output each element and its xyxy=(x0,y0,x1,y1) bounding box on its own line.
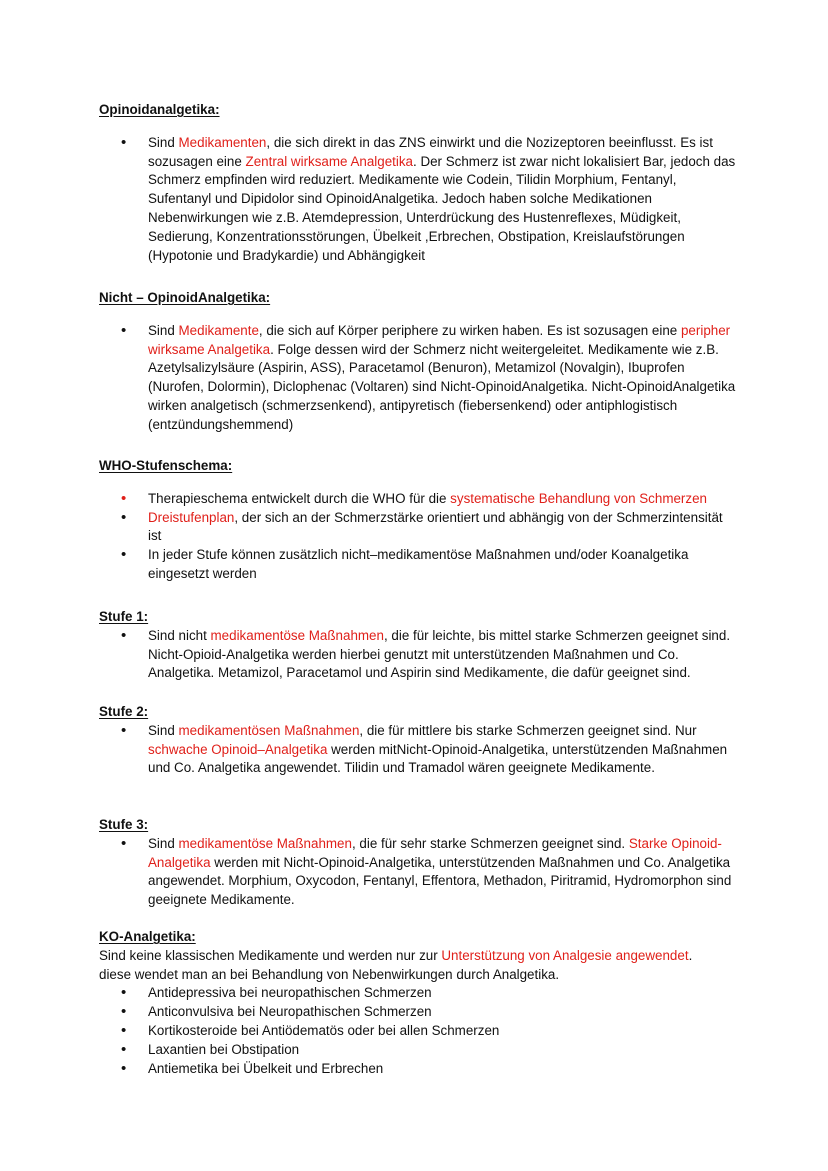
list-opioid xyxy=(99,134,739,266)
highlight-text: peripher wirksame Analgetika xyxy=(148,322,731,357)
highlight-text: medikamentösen Maßnahmen xyxy=(178,722,360,738)
section-stufe2 xyxy=(99,703,739,778)
list-item: • Dreistufenplan, der sich an der Schmerzstärke orientiert und abhängig von der Schmerzintensität ist xyxy=(121,508,723,544)
list-item: • Antiemetika bei Übelkeit und Erbrechen xyxy=(121,1059,384,1077)
section-stufe3 xyxy=(99,816,739,910)
section-stufe1 xyxy=(99,608,739,683)
section-opioid xyxy=(99,101,739,265)
list-item: • Laxantien bei Obstipation xyxy=(121,1040,300,1058)
list-item: • Antidepressiva bei neuropathischen Schmerzen xyxy=(121,984,432,1002)
highlight-text: Medikamente xyxy=(178,322,259,338)
list-item: • Sind medikamentösen Maßnahmen, die für mittlere bis starke Schmerzen geeignet sind. Nur schwache Opinoid–Analgetika werden mitNicht-Opinoid-Analgetika, unterstützenden Maßnahmen und Co. Analgetika angewendet. Tilidin und Tramadol wären geeignete Medikamente. xyxy=(121,721,728,776)
highlight-text: Starke Opinoid-Analgetika xyxy=(148,835,722,870)
bullet-icon: • xyxy=(121,1040,127,1058)
list-stufe1 xyxy=(99,627,739,683)
bullet-icon: • xyxy=(121,508,127,526)
highlight-text: medikamentöse Maßnahmen xyxy=(210,627,384,643)
bullet-icon: • xyxy=(121,546,127,564)
highlight-text: Medikamenten xyxy=(178,134,267,150)
highlight-text: Unterstützung von Analgesie angewendet xyxy=(441,947,689,963)
heading-who: WHO-Stufenschema: xyxy=(99,458,233,473)
list-item: • Kortikosteroide bei Antiödematös oder bei allen Schmerzen xyxy=(121,1021,500,1039)
list-item: • Sind Medikamente, die sich auf Körper periphere zu wirken haben. Es ist sozusagen eine peripher wirksame Analgetika. Folge dessen wird der Schmerz nicht weitergeleitet. Medikamente wie z.B. Azetylsalizylsäure (Aspirin, ASS), Paracetamol (Benuron), Metamizol (Novalgin), Ibuprofen (Nurofen, Dolormin), Diclophenac (Voltaren) sind Nicht-OpinoidAnalgetika. Nicht-OpinoidAnalgetika wirken analgetisch (schmerzsenkend), antipyretisch (fiebersenkend) oder antiphlogistisch (entzündungshemmend) xyxy=(121,321,736,432)
bullet-icon: • xyxy=(121,1021,127,1039)
bullet-icon: • xyxy=(121,133,127,151)
section-nonopioid xyxy=(99,289,739,435)
bullet-icon: • xyxy=(121,1003,127,1021)
list-item: • Sind Medikamenten, die sich direkt in das ZNS einwirkt und die Nozizeptoren beeinflusst. Es ist sozusagen eine Zentral wirksame Analgetika. Der Schmerz ist zwar nicht lokalisiert Bar, jedoch das Schmerz empfinden wird reduziert. Medikamente wie Codein, Tilidin Morphium, Fentanyl, Sufentanyl und Dipidolor sind OpinoidAnalgetika. Jedoch haben solche Medikationen Nebenwirkungen wie z.B. Atemdepression, Unterdrückung des Hustenreflexes, Müdigkeit, Sedierung, Konzentrationsstörungen, Übelkeit ,Erbrechen, Obstipation, Kreislaufstörungen (Hypotonie und Bradykardie) und Abhängigkeit xyxy=(121,133,736,263)
highlight-text: systematische Behandlung von Schmerzen xyxy=(450,490,707,506)
highlight-text: Dreistufenplan xyxy=(148,509,235,525)
list-stufe2 xyxy=(99,722,739,778)
heading-stufe3: Stufe 3: xyxy=(99,817,149,832)
highlight-text: Zentral wirksame Analgetika xyxy=(245,153,413,169)
bullet-icon: • xyxy=(121,721,127,739)
bullet-icon: • xyxy=(121,626,127,644)
heading-opioid: Opinoidanalgetika: xyxy=(99,102,220,117)
list-item: • Sind nicht medikamentöse Maßnahmen, die für leichte, bis mittel starke Schmerzen geeignet sind. Nicht-Opioid-Analgetika werden hierbei genutzt mit unterstützenden Maßnahmen und Co. Analgetika. Metamizol, Paracetamol und Aspirin sind Medikamente, die dafür geeignet sind. xyxy=(121,626,731,681)
bullet-icon: • xyxy=(121,489,127,507)
list-item: • Sind medikamentöse Maßnahmen, die für sehr starke Schmerzen geeignet sind. Starke Opinoid-Analgetika werden mit Nicht-Opinoid-Analgetika, unterstützenden Maßnahmen und Co. Analgetika angewendet. Morphium, Oxycodon, Fentanyl, Effentora, Methadon, Piritramid, Hydromorphon sind geeignete Medikamente. xyxy=(121,834,732,908)
section-ko xyxy=(99,928,739,1078)
list-nonopioid xyxy=(99,322,739,435)
heading-nonopioid: Nicht – OpinoidAnalgetika: xyxy=(99,290,271,305)
bullet-icon: • xyxy=(121,834,127,852)
list-item: • Anticonvulsiva bei Neuropathischen Schmerzen xyxy=(121,1003,432,1021)
ko-intro: Sind keine klassischen Medikamente und werden nur zur Unterstützung von Analgesie angewendet. xyxy=(99,947,693,963)
list-ko xyxy=(99,984,739,1078)
list-item: • In jeder Stufe können zusätzlich nicht–medikamentöse Maßnahmen und/oder Koanalgetika eingesetzt werden xyxy=(121,546,689,581)
bullet-icon: • xyxy=(121,984,127,1002)
highlight-text: schwache Opinoid–Analgetika xyxy=(148,741,328,757)
ko-intro-line2: diese wendet man an bei Behandlung von Nebenwirkungen durch Analgetika. xyxy=(99,966,560,982)
list-item: • Therapieschema entwickelt durch die WHO für die systematische Behandlung von Schmerzen xyxy=(121,489,707,507)
bullet-icon: • xyxy=(121,1059,127,1077)
list-stufe3 xyxy=(99,835,739,910)
heading-ko: KO-Analgetika: xyxy=(99,929,196,944)
list-who xyxy=(99,490,739,584)
heading-stufe1: Stufe 1: xyxy=(99,609,149,624)
highlight-text: medikamentöse Maßnahmen xyxy=(178,835,352,851)
section-who xyxy=(99,457,739,584)
heading-stufe2: Stufe 2: xyxy=(99,704,149,719)
bullet-icon: • xyxy=(121,321,127,339)
